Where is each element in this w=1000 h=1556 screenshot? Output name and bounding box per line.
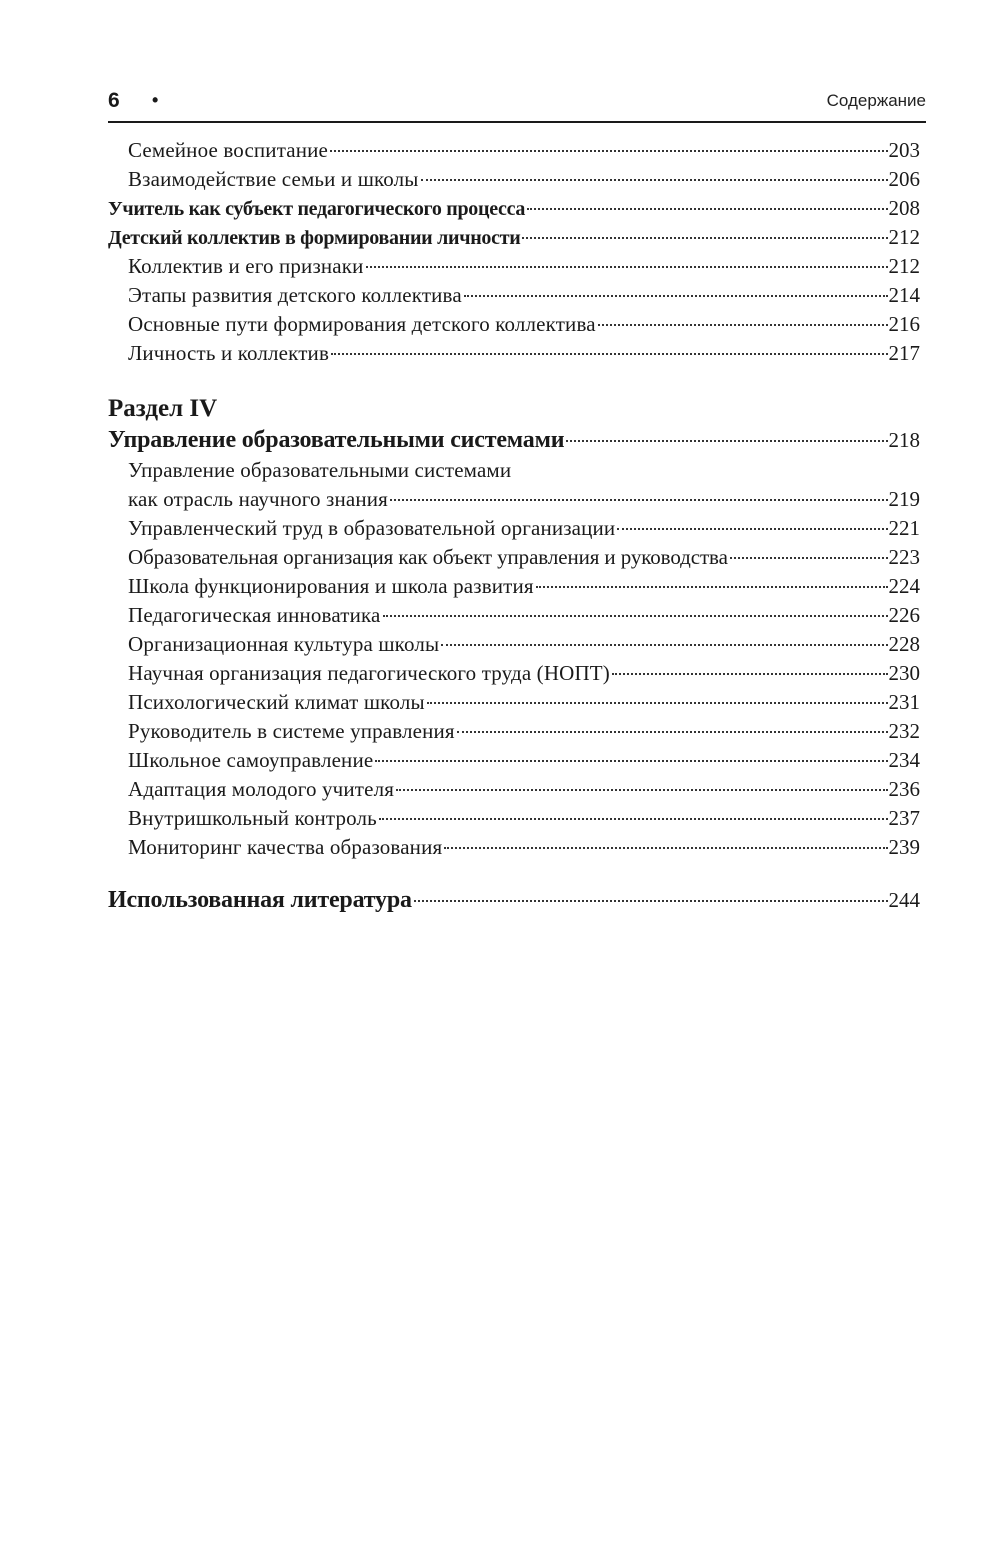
toc-entry[interactable]	[128, 659, 920, 688]
toc-entry-page: 203	[888, 138, 920, 162]
toc-chapter-title: Управление образовательными системами	[108, 427, 565, 453]
toc-chapter-page: 208	[888, 196, 920, 220]
toc-entry-title: Педагогическая инноватика	[128, 603, 381, 627]
toc-chapter-page: 212	[888, 225, 920, 249]
head-bullet: •	[152, 90, 159, 110]
dot-leader	[527, 208, 887, 210]
toc-entry[interactable]	[128, 775, 920, 804]
toc-entry[interactable]	[128, 281, 920, 310]
toc-chapter-title: Учитель как субъект педагогического процесса	[108, 198, 526, 220]
dot-leader	[730, 557, 888, 559]
toc-entry-title: Психологический климат школы	[128, 690, 425, 714]
toc-entry-title: Научная организация педагогического труда (НОПТ)	[128, 661, 610, 685]
toc-entry-page: 236	[888, 777, 920, 801]
toc-chapter-page: 218	[888, 428, 920, 452]
section-heading: Раздел IV	[108, 395, 218, 422]
toc-entry[interactable]	[128, 601, 920, 630]
dot-leader	[598, 324, 888, 326]
dot-leader	[414, 900, 888, 902]
toc-entry[interactable]	[128, 165, 920, 194]
toc-entry-page: 219	[888, 487, 920, 511]
toc-entry[interactable]	[128, 630, 920, 659]
toc-entry-title-line2: как отрасль научного знания	[128, 487, 388, 511]
dot-leader	[390, 499, 888, 501]
dot-leader	[427, 702, 888, 704]
toc-entry[interactable]	[128, 310, 920, 339]
toc-entry[interactable]	[128, 688, 920, 717]
toc-entry[interactable]	[128, 543, 920, 572]
toc-chapter[interactable]	[108, 223, 920, 252]
dot-leader	[331, 353, 887, 355]
toc-entry-title: Школа функционирования и школа развития	[128, 574, 534, 598]
toc-entry-page: 231	[888, 690, 920, 714]
toc-entry-page: 221	[888, 516, 920, 540]
toc-entry-page: 206	[888, 167, 920, 191]
dot-leader	[612, 673, 888, 675]
toc-entry-title: Руководитель в системе управления	[128, 719, 455, 743]
toc-entry-title: Внутришкольный контроль	[128, 806, 377, 830]
toc-entry[interactable]	[128, 833, 920, 862]
toc-entry[interactable]	[128, 746, 920, 775]
toc-entry-title: Школьное самоуправление	[128, 748, 374, 772]
dot-leader	[375, 760, 887, 762]
toc-references[interactable]	[108, 886, 920, 918]
dot-leader	[444, 847, 887, 849]
header-rule	[108, 121, 926, 123]
toc-entry-page: 217	[888, 341, 920, 365]
dot-leader	[421, 179, 888, 181]
toc-entry[interactable]	[128, 572, 920, 601]
toc-entry-title: Организационная культура школы	[128, 632, 440, 656]
toc-entry-title: Адаптация молодого учителя	[128, 777, 395, 801]
toc-entry-title: Мониторинг качества образования	[128, 835, 443, 859]
toc-entry-page: 226	[888, 603, 920, 627]
toc-entry-page: 234	[888, 748, 920, 772]
toc-entry-title-line1[interactable]: Управление образовательными системами	[128, 458, 512, 482]
dot-leader	[457, 731, 888, 733]
dot-leader	[536, 586, 888, 588]
dot-leader	[383, 615, 888, 617]
toc-entry-title: Личность и коллектив	[128, 341, 330, 365]
toc-entry[interactable]	[128, 514, 920, 543]
toc-chapter[interactable]	[108, 426, 920, 458]
toc-entry-page: 230	[888, 661, 920, 685]
toc-entry-title: Коллектив и его признаки	[128, 254, 364, 278]
toc-entry[interactable]	[128, 339, 920, 368]
dot-leader	[617, 528, 887, 530]
running-title: Содержание	[826, 91, 926, 110]
toc-entry-page: 232	[888, 719, 920, 743]
toc-entry-title: Управленческий труд в образовательной организации	[128, 516, 616, 540]
dot-leader	[396, 789, 887, 791]
toc-entry-title: Этапы развития детского коллектива	[128, 283, 462, 307]
toc-entry-page: 237	[888, 806, 920, 830]
dot-leader	[330, 150, 888, 152]
dot-leader	[566, 440, 887, 442]
toc-entry-page: 223	[888, 545, 920, 569]
dot-leader	[464, 295, 888, 297]
toc-entry-title: Основные пути формирования детского коллектива	[128, 312, 596, 336]
toc-entry-page: 216	[888, 312, 920, 336]
toc-entry-page: 228	[888, 632, 920, 656]
toc-entry-page: 224	[888, 574, 920, 598]
toc-entry[interactable]	[128, 804, 920, 833]
toc-entry-page: 239	[888, 835, 920, 859]
toc-entry-title: Взаимодействие семьи и школы	[128, 167, 419, 191]
toc-entry-title: Семейное воспитание	[128, 138, 328, 162]
dot-leader	[441, 644, 887, 646]
running-head	[108, 86, 926, 116]
page-number: 6	[108, 89, 120, 112]
dot-leader	[379, 818, 888, 820]
toc-entry[interactable]	[128, 136, 920, 165]
toc-entry[interactable]	[128, 485, 920, 514]
toc-entry[interactable]	[128, 717, 920, 746]
toc-references-page: 244	[888, 888, 920, 912]
toc-entry[interactable]	[128, 252, 920, 281]
toc-references-title: Использованная литература	[108, 887, 412, 913]
toc-chapter-title: Детский коллектив в формировании личности	[108, 227, 521, 249]
dot-leader	[366, 266, 888, 268]
toc-entry-page: 212	[888, 254, 920, 278]
toc-entry-page: 214	[888, 283, 920, 307]
toc-chapter[interactable]	[108, 194, 920, 223]
toc-entry-title: Образовательная организация как объект управления и руководства	[128, 545, 728, 569]
dot-leader	[522, 237, 887, 239]
